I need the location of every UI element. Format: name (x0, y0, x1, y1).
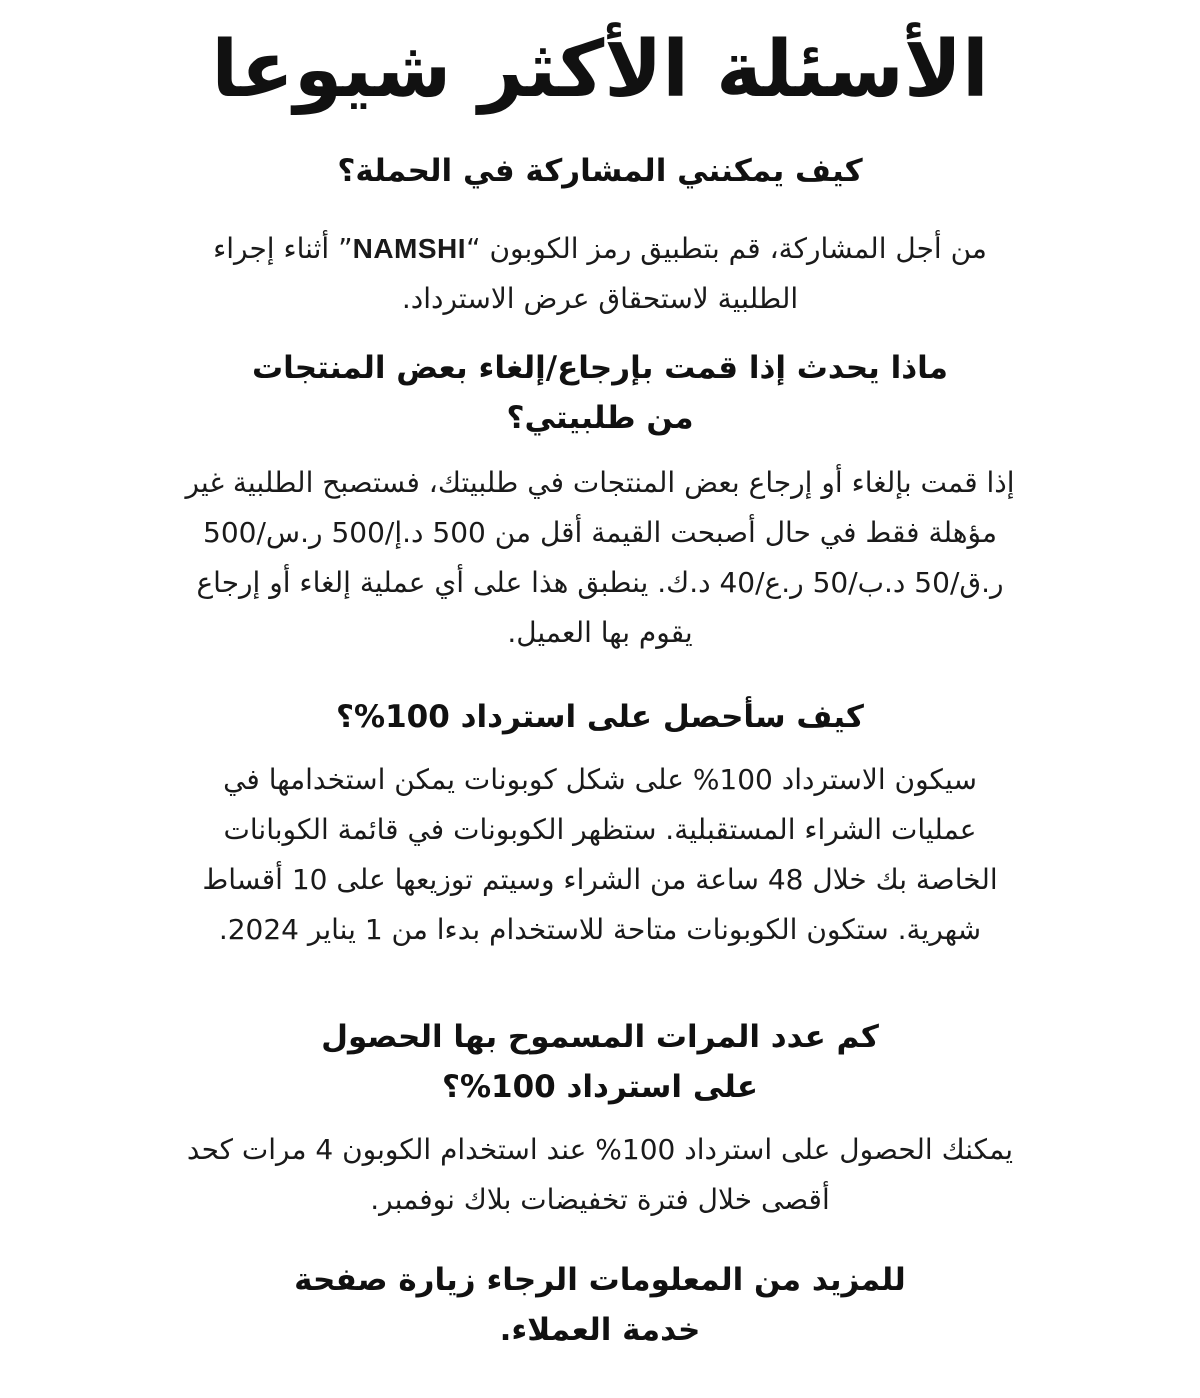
faq-answer-4: يمكنك الحصول على استرداد 100% عند استخدام الكوبون 4 مرات كحد أقصى خلال فترة تخفيضات بلاك نوفمبر. (186, 1133, 1014, 1216)
faq-answer-1 (180, 224, 1020, 324)
faq-question-1: كيف يمكنني المشاركة في الحملة؟ (337, 153, 863, 189)
faq-answer-3: سيكون الاسترداد 100% على شكل كوبونات يمكن استخدامها في عمليات الشراء المستقبلية. ستظهر الكوبونات في قائمة الكوبانات الخاصة بك خلال 48 ساعة من الشراء وسيتم توزيعها على 10 أقساط شهرية. ستكون الكوبونات متاحة للاستخدام بدءا من 1 يناير 2024. (202, 763, 998, 946)
faq-answer-2: إذا قمت بإلغاء أو إرجاع بعض المنتجات في طلبيتك، فستصبح الطلبية غير مؤهلة فقط في حال أصبحت القيمة أقل من 500 د.إ/500 ر.س/500 ر.ق/50 د.ب/50 ر.ع/40 د.ك. ينطبق هذا على أي عملية إلغاء أو إرجاع يقوم بها العميل. (185, 466, 1015, 649)
coupon-code: NAMSHI (352, 233, 467, 264)
faq-question-2: ماذا يحدث إذا قمت بإرجاع/إلغاء بعض المنتجات من طلبيتي؟ (251, 350, 948, 436)
faq-answer-1-part-2: ” أثناء إجراء الطلبية لاستحقاق عرض الاسترداد. (213, 232, 799, 315)
faq-question-3: كيف سأحصل على استرداد 100%؟ (336, 699, 864, 735)
page-title: الأسئلة الأكثر شيوعا (211, 25, 989, 115)
more-info-text: للمزيد من المعلومات الرجاء زيارة صفحة خدمة العملاء. (294, 1262, 906, 1348)
faq-question-4: كم عدد المرات المسموح بها الحصول على استرداد 100%؟ (321, 1019, 879, 1105)
faq-answer-1-part-1: من أجل المشاركة، قم بتطبيق رمز الكوبون “ (466, 232, 987, 265)
